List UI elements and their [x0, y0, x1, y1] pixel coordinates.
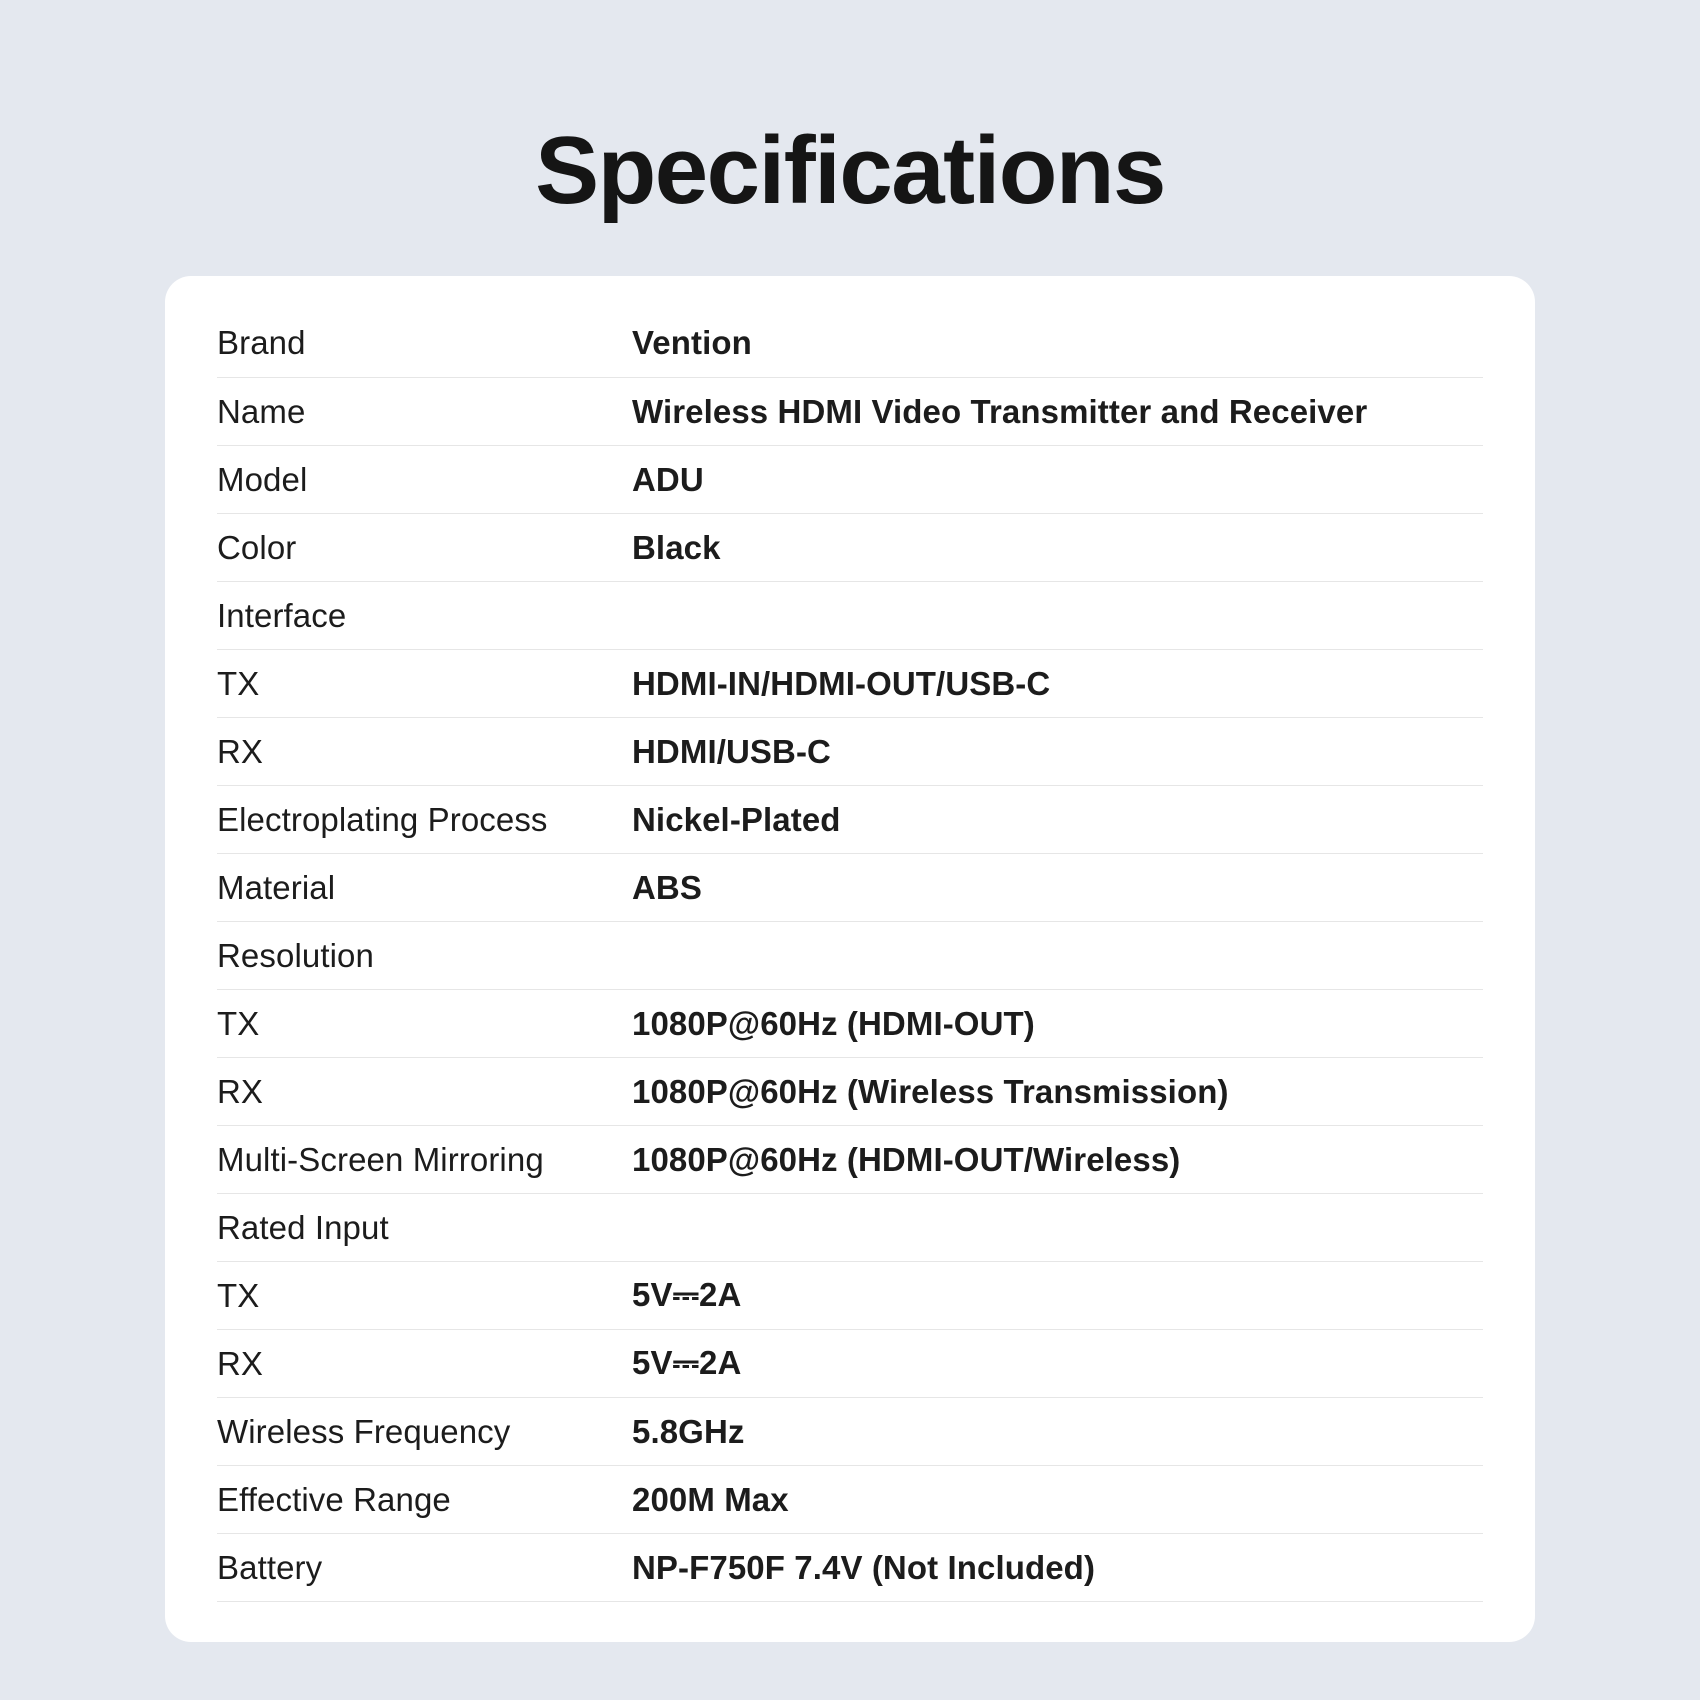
spec-value: Wireless HDMI Video Transmitter and Receiver — [632, 378, 1483, 446]
table-row — [217, 1466, 1483, 1534]
spec-value: ADU — [632, 446, 1483, 514]
table-row — [217, 1534, 1483, 1602]
spec-value — [632, 582, 1483, 650]
table-row — [217, 718, 1483, 786]
spec-value: NP-F750F 7.4V (Not Included) — [632, 1534, 1483, 1602]
table-row — [217, 378, 1483, 446]
spec-value: Vention — [632, 310, 1483, 378]
spec-value: Black — [632, 514, 1483, 582]
spec-label: Resolution — [217, 922, 632, 990]
spec-label: Interface — [217, 582, 632, 650]
specifications-card — [165, 276, 1535, 1643]
table-row — [217, 1398, 1483, 1466]
spec-label: Multi-Screen Mirroring — [217, 1126, 632, 1194]
spec-label: Name — [217, 378, 632, 446]
specifications-table — [217, 310, 1483, 1603]
spec-label: Brand — [217, 310, 632, 378]
table-row — [217, 1126, 1483, 1194]
table-row — [217, 310, 1483, 378]
specifications-table-body — [217, 310, 1483, 1602]
table-row — [217, 1194, 1483, 1262]
spec-value: 5.8GHz — [632, 1398, 1483, 1466]
spec-value: ABS — [632, 854, 1483, 922]
table-row — [217, 650, 1483, 718]
spec-label: Model — [217, 446, 632, 514]
spec-label: Material — [217, 854, 632, 922]
spec-label: RX — [217, 718, 632, 786]
spec-label: Battery — [217, 1534, 632, 1602]
spec-label: TX — [217, 1262, 632, 1330]
table-row — [217, 1058, 1483, 1126]
spec-value — [632, 1194, 1483, 1262]
spec-value — [632, 922, 1483, 990]
table-row — [217, 854, 1483, 922]
spec-label: TX — [217, 650, 632, 718]
spec-value: Nickel-Plated — [632, 786, 1483, 854]
spec-label: TX — [217, 990, 632, 1058]
spec-label: RX — [217, 1330, 632, 1398]
spec-label: Color — [217, 514, 632, 582]
table-row — [217, 582, 1483, 650]
spec-value: 200M Max — [632, 1466, 1483, 1534]
table-row — [217, 786, 1483, 854]
table-row — [217, 922, 1483, 990]
spec-label: Wireless Frequency — [217, 1398, 632, 1466]
table-row — [217, 1330, 1483, 1398]
table-row — [217, 1262, 1483, 1330]
spec-label: RX — [217, 1058, 632, 1126]
spec-value: 1080P@60Hz (HDMI-OUT/Wireless) — [632, 1126, 1483, 1194]
table-row — [217, 446, 1483, 514]
page-title: Specifications — [535, 117, 1165, 224]
spec-value: HDMI-IN/HDMI-OUT/USB-C — [632, 650, 1483, 718]
spec-label: Effective Range — [217, 1466, 632, 1534]
spec-value: HDMI/USB-C — [632, 718, 1483, 786]
spec-label: Rated Input — [217, 1194, 632, 1262]
table-row — [217, 990, 1483, 1058]
spec-value: 5V⎓2A — [632, 1330, 1483, 1398]
spec-value: 1080P@60Hz (HDMI-OUT) — [632, 990, 1483, 1058]
spec-value: 1080P@60Hz (Wireless Transmission) — [632, 1058, 1483, 1126]
spec-label: Electroplating Process — [217, 786, 632, 854]
table-row — [217, 514, 1483, 582]
spec-value: 5V⎓2A — [632, 1262, 1483, 1330]
